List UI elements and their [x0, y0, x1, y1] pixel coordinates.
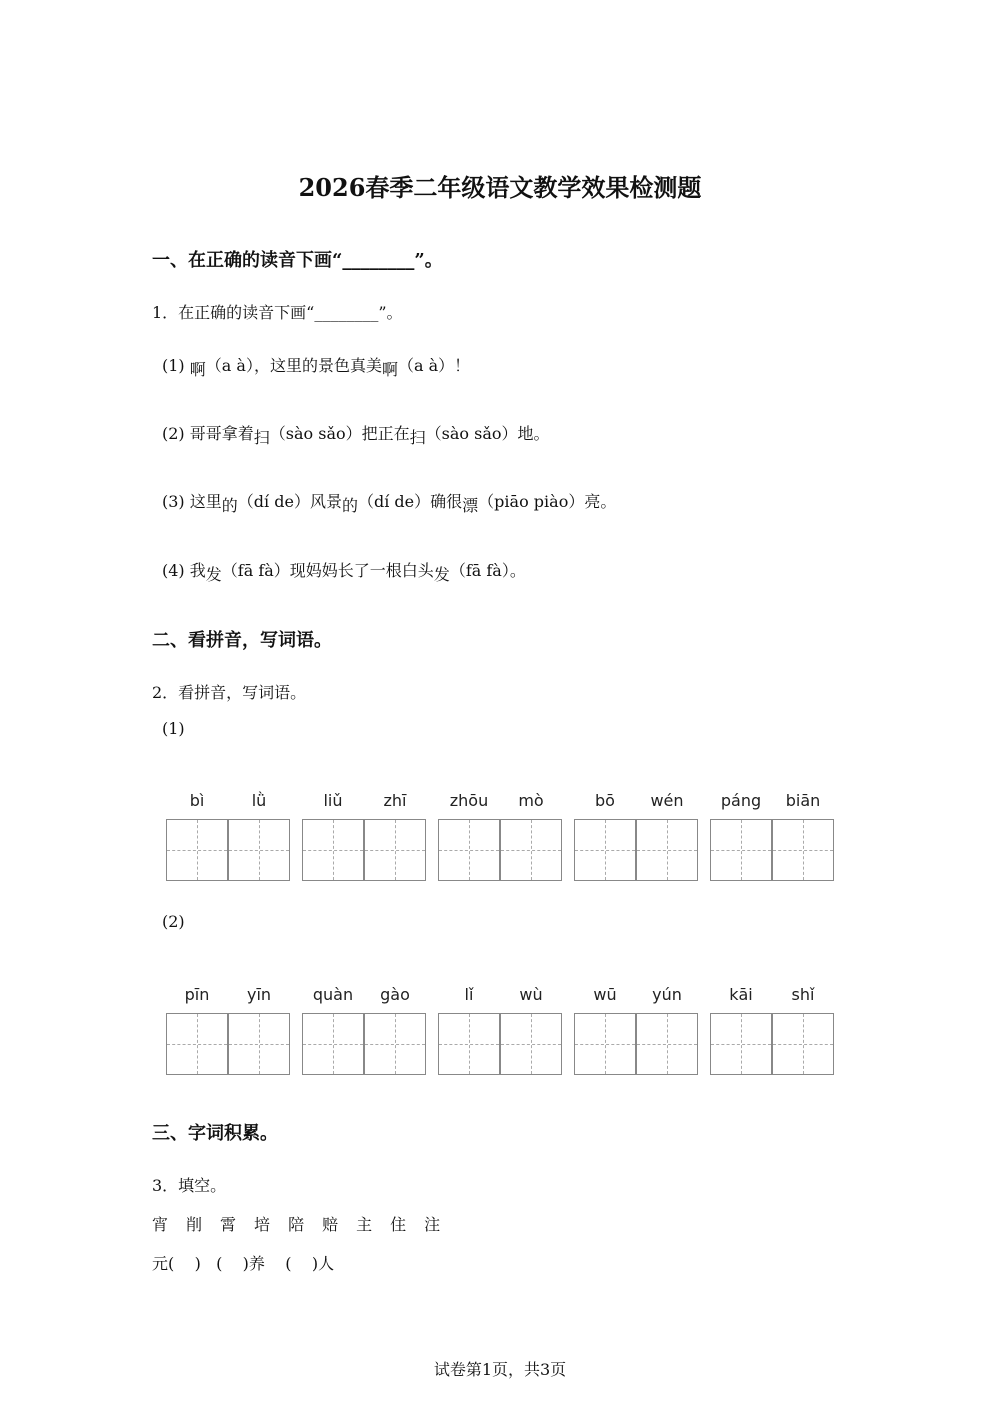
box-guide-horizontal: [773, 1044, 833, 1045]
word-block: [302, 985, 426, 1075]
pinyin-label: liǔ: [323, 791, 343, 810]
writing-box[interactable]: [574, 1013, 636, 1075]
writing-box[interactable]: [772, 1013, 834, 1075]
box-guide-horizontal: [711, 850, 771, 851]
box-guide-horizontal: [637, 850, 697, 851]
target-char[interactable]: 的: [221, 496, 238, 515]
question-1: 1．在正确的读音下画“________”。: [152, 303, 403, 322]
item-number: (1): [162, 356, 185, 375]
writing-box[interactable]: [710, 819, 772, 881]
writing-box[interactable]: [364, 1013, 426, 1075]
question-3: 3．填空。: [152, 1176, 227, 1195]
pinyin-label: quàn: [312, 985, 354, 1004]
item-text: （sào sǎo）地。: [425, 424, 550, 443]
pinyin-label: zhī: [383, 791, 407, 810]
box-guide-horizontal: [167, 1044, 227, 1045]
pinyin-label: yún: [652, 985, 682, 1004]
character-item: 住: [390, 1215, 407, 1234]
box-guide-horizontal: [303, 850, 363, 851]
target-char[interactable]: 啊: [189, 360, 206, 379]
box-guide-horizontal: [711, 1044, 771, 1045]
target-char[interactable]: 的: [341, 496, 358, 515]
pinyin-label: gào: [380, 985, 410, 1004]
word-block: [710, 985, 834, 1075]
section-heading-1: 一、在正确的读音下画“________”。: [152, 250, 443, 271]
item-number: (3): [162, 492, 185, 511]
pinyin-label: yīn: [246, 985, 272, 1004]
target-char[interactable]: 扫: [253, 428, 270, 447]
writing-box[interactable]: [636, 819, 698, 881]
target-char[interactable]: 扫: [409, 428, 426, 447]
word-block: [710, 791, 834, 881]
pinyin-label: bō: [595, 791, 615, 810]
item-4: [162, 558, 526, 584]
item-text: （piāo piào）亮。: [478, 492, 617, 511]
character-item: 霄: [220, 1215, 237, 1234]
target-char[interactable]: 漂: [462, 496, 479, 515]
pinyin-label: pīn: [184, 985, 210, 1004]
character-item: 主: [356, 1215, 373, 1234]
writing-box[interactable]: [166, 819, 228, 881]
writing-box[interactable]: [772, 819, 834, 881]
pinyin-label: bì: [189, 791, 205, 810]
pinyin-label: shǐ: [791, 985, 815, 1004]
writing-box[interactable]: [302, 819, 364, 881]
writing-box[interactable]: [228, 1013, 290, 1075]
page-footer: 试卷第1页，共3页: [433, 1360, 567, 1379]
word-block: [438, 791, 562, 881]
character-item: 陪: [288, 1215, 305, 1234]
box-guide-horizontal: [365, 1044, 425, 1045]
box-guide-horizontal: [439, 1044, 499, 1045]
pinyin-grid-row-2: [166, 985, 846, 1075]
writing-box[interactable]: [438, 1013, 500, 1075]
writing-box[interactable]: [302, 1013, 364, 1075]
character-item: 培: [254, 1215, 271, 1234]
box-guide-horizontal: [575, 1044, 635, 1045]
section-heading-3: 三、字词积累。: [152, 1123, 278, 1144]
box-guide-horizontal: [501, 1044, 561, 1045]
box-guide-horizontal: [575, 850, 635, 851]
item-text: （fā fà）现妈妈长了一根白头: [221, 561, 434, 580]
character-item: 削: [186, 1215, 203, 1234]
item-text: （dí de）确很: [357, 492, 463, 511]
box-guide-horizontal: [501, 850, 561, 851]
pinyin-label: mò: [518, 791, 544, 810]
item-1: [162, 353, 471, 379]
word-block: [166, 985, 290, 1075]
item-3: [162, 489, 617, 515]
writing-box[interactable]: [500, 1013, 562, 1075]
writing-box[interactable]: [710, 1013, 772, 1075]
sub-label-1: (1): [162, 719, 185, 738]
word-block: [166, 791, 290, 881]
item-text: 这里: [189, 492, 222, 511]
item-number: (2): [162, 424, 185, 443]
box-guide-horizontal: [773, 850, 833, 851]
writing-box[interactable]: [574, 819, 636, 881]
item-text: （a à）！: [397, 356, 471, 375]
box-guide-horizontal: [303, 1044, 363, 1045]
box-guide-horizontal: [439, 850, 499, 851]
box-guide-horizontal: [167, 850, 227, 851]
writing-box[interactable]: [166, 1013, 228, 1075]
box-guide-horizontal: [229, 1044, 289, 1045]
item-text: （a à）: [205, 356, 254, 375]
question-2: 2．看拼音，写词语。: [152, 683, 307, 702]
pinyin-label: kāi: [729, 985, 753, 1004]
writing-box[interactable]: [228, 819, 290, 881]
item-number: (4): [162, 561, 185, 580]
fill-blank-line[interactable]: 元( ) ( )养 ( )人: [152, 1254, 335, 1273]
item-text: （dí de）风景: [237, 492, 342, 511]
item-text: （fā fà）。: [449, 561, 526, 580]
target-char[interactable]: 啊: [381, 360, 398, 379]
sub-label-2: (2): [162, 912, 185, 931]
character-item: 宵: [152, 1215, 169, 1234]
pinyin-label: páng: [720, 791, 762, 810]
item-text: 哥哥拿着: [189, 424, 254, 443]
pinyin-label: biān: [785, 791, 821, 810]
pinyin-label: wén: [650, 791, 684, 810]
writing-box[interactable]: [636, 1013, 698, 1075]
item-text: ，这里的景色真美: [253, 356, 382, 375]
box-guide-horizontal: [229, 850, 289, 851]
character-item: 赔: [322, 1215, 339, 1234]
item-2: [162, 421, 550, 447]
writing-box[interactable]: [500, 819, 562, 881]
word-block: [574, 985, 698, 1075]
writing-box[interactable]: [438, 819, 500, 881]
page-title: 2026春季二年级语文教学效果检测题: [298, 173, 702, 202]
box-guide-horizontal: [365, 850, 425, 851]
pinyin-label: lǐ: [464, 985, 474, 1004]
word-block: [438, 985, 562, 1075]
item-text: （sào sǎo）把正在: [269, 424, 410, 443]
word-block: [574, 791, 698, 881]
section-heading-2: 二、看拼音，写词语。: [152, 630, 332, 651]
pinyin-label: zhōu: [449, 791, 489, 810]
pinyin-grid-row-1: [166, 791, 846, 881]
item-text: 我: [189, 561, 206, 580]
pinyin-label: wù: [519, 985, 543, 1004]
target-char[interactable]: 发: [433, 565, 450, 584]
character-list: [152, 1212, 458, 1235]
box-guide-horizontal: [637, 1044, 697, 1045]
writing-box[interactable]: [364, 819, 426, 881]
word-block: [302, 791, 426, 881]
pinyin-label: lǜ: [251, 791, 267, 810]
pinyin-label: wū: [593, 985, 617, 1004]
target-char[interactable]: 发: [205, 565, 222, 584]
character-item: 注: [424, 1215, 441, 1234]
